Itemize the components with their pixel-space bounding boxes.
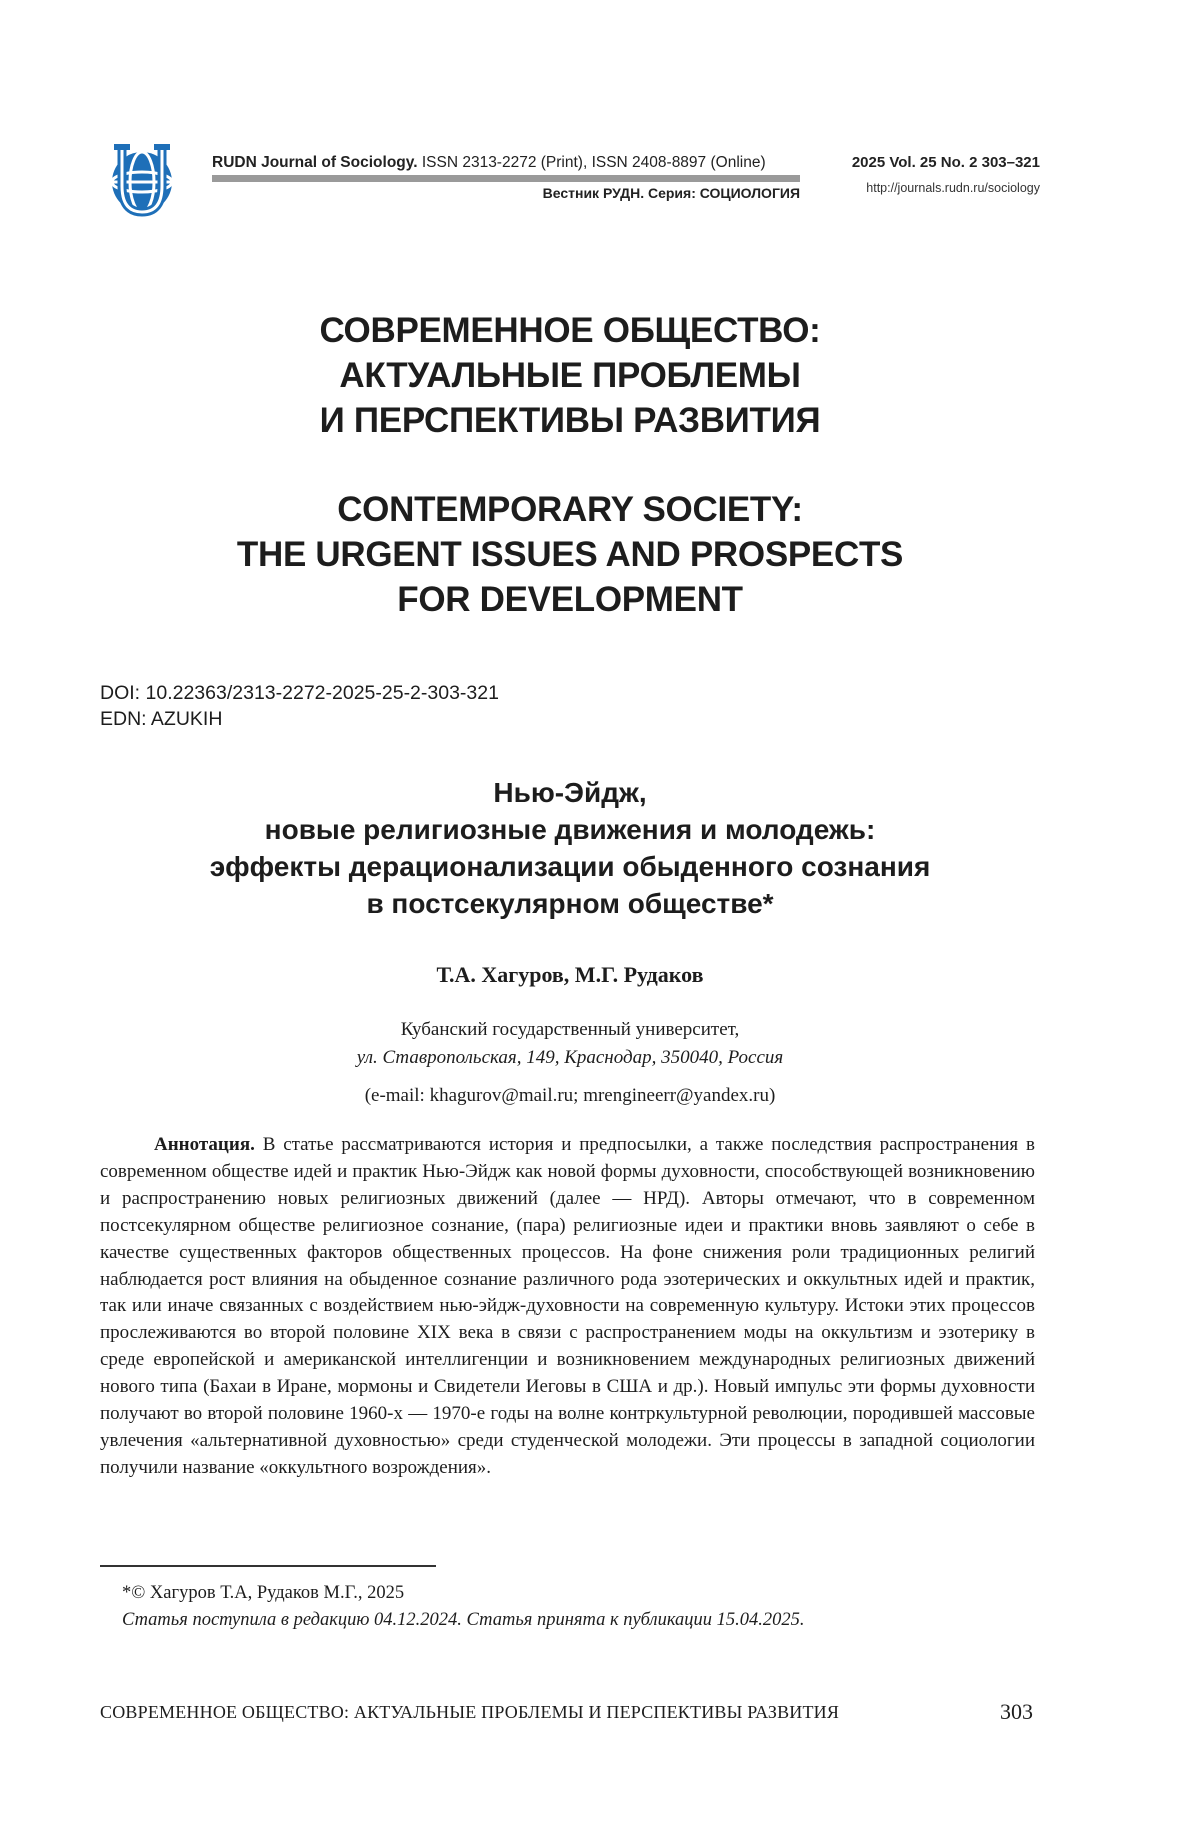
address: ул. Ставропольская, 149, Краснодар, 350040, Россия	[356, 1047, 784, 1068]
footnote-divider	[100, 1565, 436, 1567]
abstract	[100, 1132, 1035, 1482]
section-title-ru-line: И ПЕРСПЕКТИВЫ РАЗВИТИЯ	[319, 401, 821, 440]
footnote-dates: Статья поступила в редакцию 04.12.2024. Статья принята к публикации 15.04.2025.	[122, 1610, 805, 1630]
journal-issn: ISSN 2313-2272 (Print), ISSN 2408-8897 (Online)	[421, 154, 766, 171]
abstract-label: Аннотация.	[154, 1134, 255, 1155]
article-title	[100, 774, 1040, 922]
article-title-line: новые религиозные движения и молодежь:	[264, 814, 876, 845]
edn: EDN: AZUKIH	[100, 708, 223, 730]
running-footer	[100, 1699, 1040, 1724]
article-identifiers	[100, 680, 499, 732]
article-title-line: эффекты дерационализации обыденного сознания	[209, 851, 931, 882]
running-footer-title: СОВРЕМЕННОЕ ОБЩЕСТВО: АКТУАЛЬНЫЕ ПРОБЛЕМЫ И ПЕРСПЕКТИВЫ РАЗВИТИЯ	[100, 1702, 840, 1722]
section-title-ru	[100, 308, 1040, 443]
page-number: 303	[1000, 1699, 1033, 1724]
journal-name-ru: Вестник РУДН. Серия: СОЦИОЛОГИЯ	[542, 185, 800, 201]
abstract-text: В статье рассматриваются история и предпосылки, а также последствия распространения в современном обществе идей и практик Нью-Эйдж как новой формы духовности, способствующей возникновению и распространению новых религиозных движений (далее — НРД). Авторы отмечают, что в современном постсекулярном обществе религиозное сознание, (пара) религиозные идеи и практики вновь заявляют о себе в качестве существенных факторов общественных процессов. На фоне снижения роли традиционных религий наблюдается рост влияния на обыденное сознание различного рода эзотерических и оккультных идей и практик, так или иначе связанных с воздействием нью-эйдж-духовности на современную культуру. Истоки этих процессов прослеживаются во второй половине XIX века в связи с распространением моды на оккультизм и эзотерику в среде европейской и американской интеллигенции и возникновением международных религиозных движений нового типа (Бахаи в Иране, мормоны и Свидетели Иеговы в США и др.). Новый импульс эти формы духовности получают во второй половине 1960-х — 1970-е годы на волне контркультурной революции, породившей массовые увлечения «альтернативной духовностью» среди студенческой молодежи. Эти процессы в западной социологии получили название «оккультного возрождения».	[100, 1134, 1035, 1478]
affiliation: Кубанский государственный университет,	[400, 1019, 740, 1040]
abstract-paragraph	[100, 1132, 1035, 1482]
issue-info	[820, 154, 1040, 195]
issue-label: 2025 Vol. 25 No. 2 303–321	[851, 154, 1040, 171]
affiliation-block	[100, 1016, 1040, 1072]
rudn-logo-icon	[100, 142, 184, 218]
authors: Т.А. Хагуров, М.Г. Рудаков	[436, 962, 704, 987]
section-title-ru-line: СОВРЕМЕННОЕ ОБЩЕСТВО:	[319, 311, 821, 350]
journal-info	[212, 154, 800, 201]
footnote	[100, 1580, 1040, 1634]
journal-name-en: RUDN Journal of Sociology.	[212, 154, 418, 171]
email-contacts: (e-mail: khagurov@mail.ru; mrengineerr@yandex.ru)	[364, 1085, 776, 1106]
section-title-ru-line: АКТУАЛЬНЫЕ ПРОБЛЕМЫ	[339, 356, 801, 395]
article-title-line: в постсекулярном обществе*	[366, 888, 774, 919]
section-title-en-line: CONTEMPORARY SOCIETY:	[337, 490, 803, 529]
doi: DOI: 10.22363/2313-2272-2025-25-2-303-321	[100, 682, 499, 704]
article-title-line: Нью-Эйдж,	[493, 777, 647, 808]
header-rule	[212, 175, 800, 182]
section-title-en-line: THE URGENT ISSUES AND PROSPECTS	[236, 535, 904, 574]
journal-url: http://journals.rudn.ru/sociology	[866, 181, 1040, 195]
footnote-copyright: *© Хагуров Т.А, Рудаков М.Г., 2025	[122, 1583, 405, 1603]
section-title-en	[100, 487, 1040, 622]
journal-title-line	[212, 154, 800, 172]
journal-header	[100, 142, 1040, 222]
section-title-en-line: FOR DEVELOPMENT	[397, 580, 743, 619]
